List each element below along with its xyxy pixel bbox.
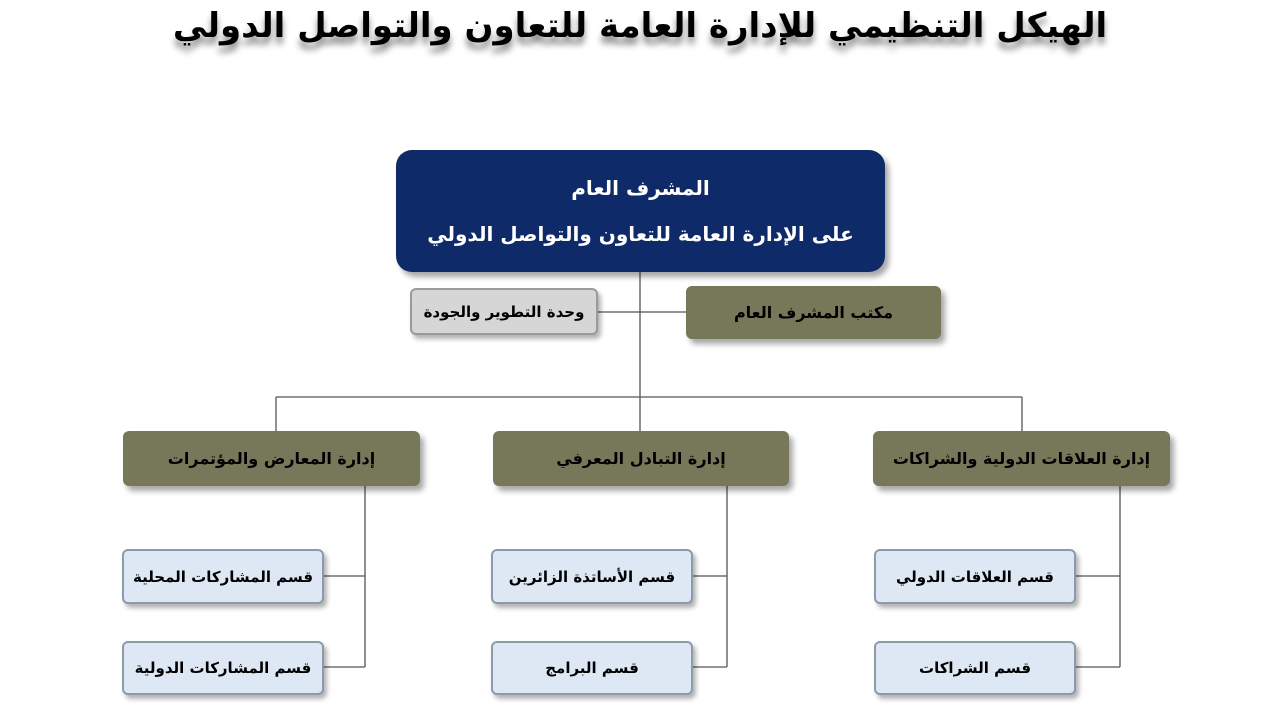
- section-programs: [491, 641, 693, 695]
- general-supervisor-box: [396, 150, 885, 272]
- supervisor-title: المشرف العام: [571, 176, 710, 200]
- department-knowledge-exchange: [493, 431, 789, 486]
- supervisor-office-box: [686, 286, 941, 339]
- section-international-participations: [122, 641, 324, 695]
- department-label: إدارة العلاقات الدولية والشراكات: [892, 449, 1151, 468]
- section-label: قسم البرامج: [545, 659, 639, 677]
- quality-unit-label: وحدة التطوير والجودة: [423, 302, 585, 321]
- department-label: إدارة المعارض والمؤتمرات: [167, 449, 376, 468]
- department-label: إدارة التبادل المعرفي: [556, 449, 726, 468]
- section-label: قسم المشاركات الدولية: [134, 659, 312, 677]
- section-local-participations: [122, 549, 324, 604]
- page-title: الهيكل التنظيمي للإدارة العامة للتعاون والتواصل الدولي: [172, 6, 1108, 46]
- section-international-relations: [874, 549, 1076, 604]
- quality-unit-box: [410, 288, 598, 335]
- department-international-relations: [873, 431, 1170, 486]
- section-label: قسم الأساتذة الزائرين: [508, 567, 676, 586]
- section-visiting-professors: [491, 549, 693, 604]
- supervisor-office-label: مكتب المشرف العام: [733, 303, 894, 322]
- section-label: قسم المشاركات المحلية: [132, 567, 314, 586]
- department-exhibitions-conferences: [123, 431, 420, 486]
- section-partnerships: [874, 641, 1076, 695]
- supervisor-subtitle: على الإدارة العامة للتعاون والتواصل الدولي: [427, 222, 854, 246]
- section-label: قسم العلاقات الدولي: [895, 567, 1055, 586]
- section-label: قسم الشراكات: [919, 659, 1032, 677]
